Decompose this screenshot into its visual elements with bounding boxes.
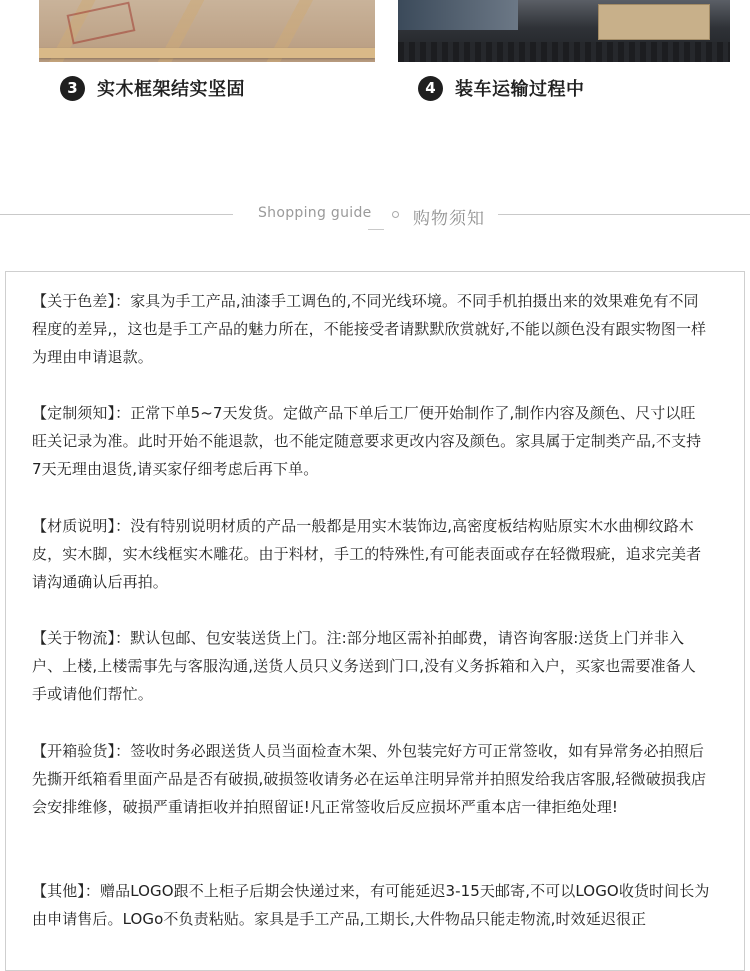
- ground-shape: [398, 42, 730, 62]
- header-divider-right: [498, 214, 750, 215]
- step-number-badge: 3: [60, 76, 85, 101]
- notice-custom-order: 【定制须知】：正常下单5~7天发货。定做产品下单后工厂便开始制作了,制作内容及颜色、尺寸以旺旺关记录为准。此时开始不能退款，也不能定随意要求更改内容及颜色。家具属于定制类产品,不支持7天无理由退货,请买家仔细考虑后再下单。: [32, 404, 702, 478]
- section-title-chinese: 购物须知: [413, 209, 485, 229]
- notice-logistics: 【关于物流】：默认包邮、包安装送货上门。注:部分地区需补拍邮费，请咨询客服:送货上门并非入户、上楼,上楼需事先与客服沟通,送货人员只义务送到门口,没有义务拆箱和入户，买家也需要准备人手或请他们帮忙。: [32, 629, 696, 703]
- notice-color-difference: 【关于色差】：家具为手工产品,油漆手工调色的,不同光线环境。不同手机拍摄出来的效果难免有不同程度的差异,，这也是手工产品的魅力所在，不能接受者请默默欣赏就好,不能以颜色没有跟实物图一样为理由申请退款。: [32, 292, 707, 366]
- notice-material: 【材质说明】：没有特别说明材质的产品一般都是用实木装饰边,高密度板结构贴原实木水曲柳纹路木皮，实木脚，实木线框实木雕花。由于料材，手工的特殊性,有可能表面或存在轻微瑕疵，追求完美者请沟通确认后再拍。: [32, 517, 702, 591]
- photo-caption-3: [60, 73, 245, 103]
- wooden-frame-photo: [39, 0, 375, 62]
- carton-stamp-mark: [67, 2, 136, 45]
- step-number-badge: 4: [418, 76, 443, 101]
- photo-caption-4: [418, 73, 585, 103]
- wooden-frame-bar: [39, 48, 375, 58]
- notice-unboxing: 【开箱验货】：签收时务必跟送货人员当面检查木架、外包装完好方可正常签收，如有异常务必拍照后先撕开纸箱看里面产品是否有破损,破损签收请务必在运单注明异常并拍照发给我店客服,轻微破损我店会安排维修，破损严重请拒收并拍照留证!凡正常签收后反应损坏严重本店一律拒绝处理!: [32, 742, 707, 816]
- shopping-notice-box: [5, 271, 745, 971]
- cargo-box-shape: [598, 4, 710, 40]
- notice-other: 【其他】：赠品LOGO跟不上柜子后期会快递过来，有可能延迟3-15天邮寄,不可以LOGO收货时间长为由申请售后。LOGo不负责粘贴。家具是手工产品,工期长,大件物品只能走物流,时效延迟很正: [32, 882, 710, 928]
- caption-text: 装车运输过程中: [455, 79, 585, 100]
- truck-shape: [398, 0, 518, 30]
- header-divider-left: [0, 214, 233, 215]
- section-title-english: Shopping guide: [258, 205, 372, 221]
- caption-text: 实木框架结实坚固: [97, 79, 245, 100]
- truck-loading-photo: [398, 0, 730, 62]
- header-dot-icon: [392, 211, 399, 218]
- header-underline: [368, 229, 384, 230]
